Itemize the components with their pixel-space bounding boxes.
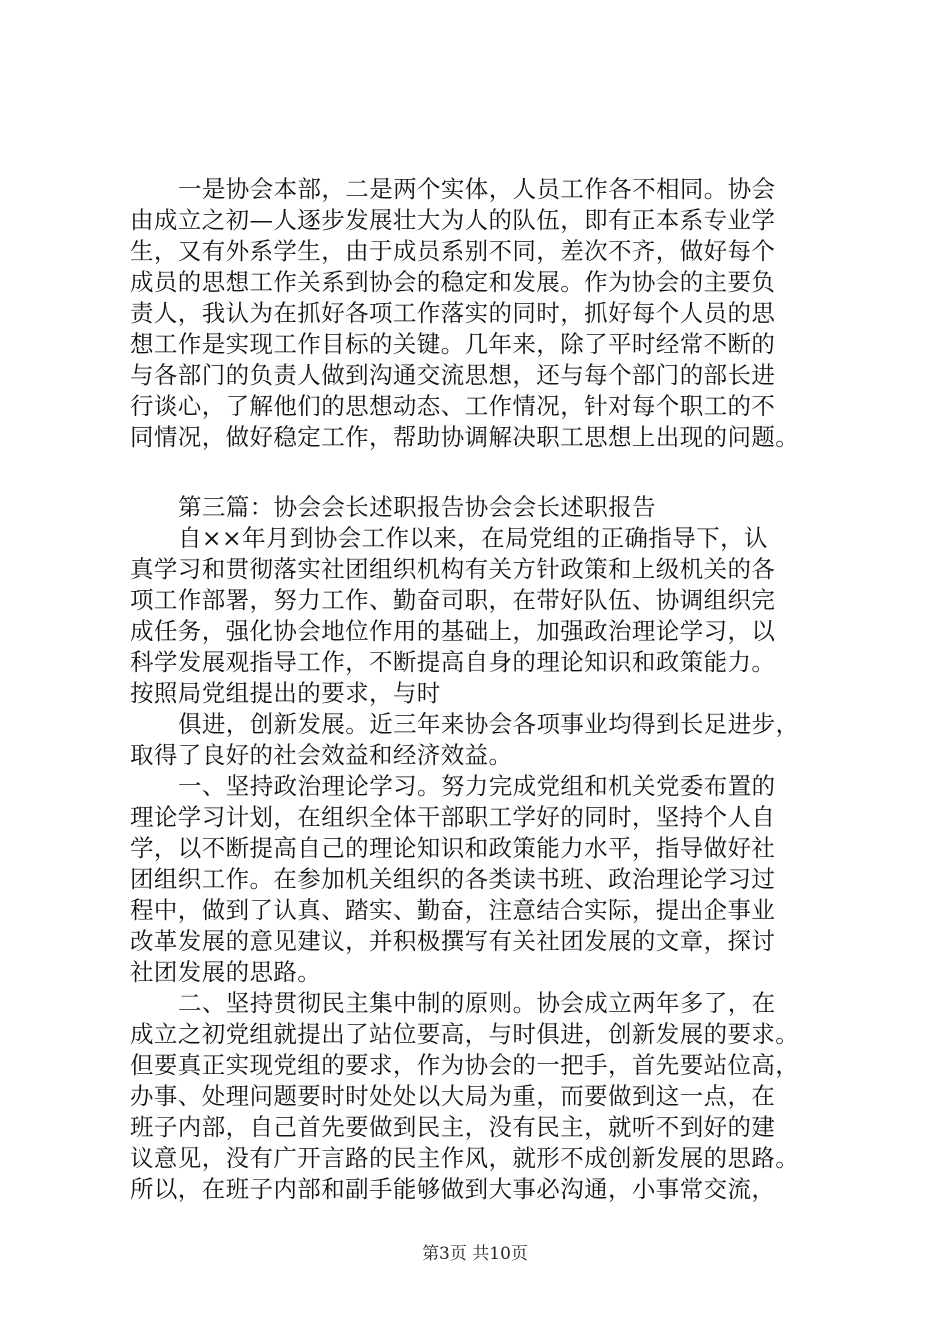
- text-line: 班子内部，自己首先要做到民主，没有民主，就听不到好的建: [130, 1113, 776, 1141]
- text-line: 学，以不断提高自己的理论知识和政策能力水平，指导做好社: [130, 834, 776, 862]
- paragraph: [130, 771, 830, 988]
- text-line: 社团发展的思路。: [130, 958, 322, 986]
- text-line: 行谈心，了解他们的思想动态、工作情况，针对每个职工的不: [130, 392, 776, 420]
- text-line: 程中，做到了认真、踏实、勤奋，注意结合实际，提出企事业: [130, 896, 776, 924]
- text-line: 成立之初党组就提出了站位要高，与时俱进，创新发展的要求。: [130, 1020, 800, 1048]
- text-line: 取得了良好的社会效益和经济效益。: [130, 741, 513, 769]
- paragraph: [130, 174, 830, 453]
- text-line: 办事、处理问题要时时处处以大局为重，而要做到这一点，在: [130, 1082, 776, 1110]
- text-line: 真学习和贯彻落实社团组织机构有关方针政策和上级机关的各: [130, 555, 776, 583]
- text-line: 成员的思想工作关系到协会的稳定和发展。作为协会的主要负: [130, 268, 776, 296]
- text-line: 但要真正实现党组的要求，作为协会的一把手，首先要站位高，: [130, 1051, 800, 1079]
- text-line: 项工作部署，努力工作、勤奋司职，在带好队伍、协调组织完: [130, 586, 776, 614]
- text-line: 自××年月到协会工作以来，在局党组的正确指导下，认: [178, 524, 768, 552]
- paragraph: [130, 988, 830, 1205]
- text-line: 理论学习计划，在组织全体干部职工学好的同时，坚持个人自: [130, 803, 776, 831]
- document-body: [130, 174, 830, 1205]
- paragraph-gap: [130, 453, 830, 492]
- text-line: 一、坚持政治理论学习。努力完成党组和机关党委布置的: [178, 772, 776, 800]
- text-line: 科学发展观指导工作，不断提高自身的理论知识和政策能力。: [130, 648, 776, 676]
- text-line: 俱进，创新发展。近三年来协会各项事业均得到长足进步，: [178, 710, 800, 738]
- text-line: 按照局党组提出的要求，与时: [130, 679, 441, 707]
- page-number-footer: 第3页 共10页: [422, 1244, 528, 1264]
- section-title: 第三篇：协会会长述职报告协会会长述职报告: [178, 493, 656, 521]
- text-line: 成任务，强化协会地位作用的基础上，加强政治理论学习，以: [130, 617, 776, 645]
- paragraph: [130, 709, 830, 771]
- text-line: 所以，在班子内部和副手能够做到大事必沟通，小事常交流，: [130, 1175, 776, 1203]
- text-line: 由成立之初—人逐步发展壮大为人的队伍，即有正本系专业学: [130, 206, 776, 234]
- text-line: 议意见，没有广开言路的民主作风，就形不成创新发展的思路。: [130, 1144, 800, 1172]
- text-line: 生，又有外系学生，由于成员系别不同，差次不齐，做好每个: [130, 237, 776, 265]
- text-line: 团组织工作。在参加机关组织的各类读书班、政治理论学习过: [130, 865, 776, 893]
- text-line: 二、坚持贯彻民主集中制的原则。协会成立两年多了，在: [178, 989, 776, 1017]
- text-line: 与各部门的负责人做到沟通交流思想，还与每个部门的部长进: [130, 361, 776, 389]
- text-line: 改革发展的意见建议，并积极撰写有关社团发展的文章，探讨: [130, 927, 776, 955]
- paragraph: [130, 523, 830, 709]
- text-line: 一是协会本部，二是两个实体，人员工作各不相同。协会: [178, 175, 776, 203]
- text-line: 责人，我认为在抓好各项工作落实的同时，抓好每个人员的思: [130, 299, 776, 327]
- text-line: 想工作是实现工作目标的关键。几年来，除了平时经常不断的: [130, 330, 776, 358]
- text-line: 同情况，做好稳定工作，帮助协调解决职工思想上出现的问题。: [130, 423, 800, 451]
